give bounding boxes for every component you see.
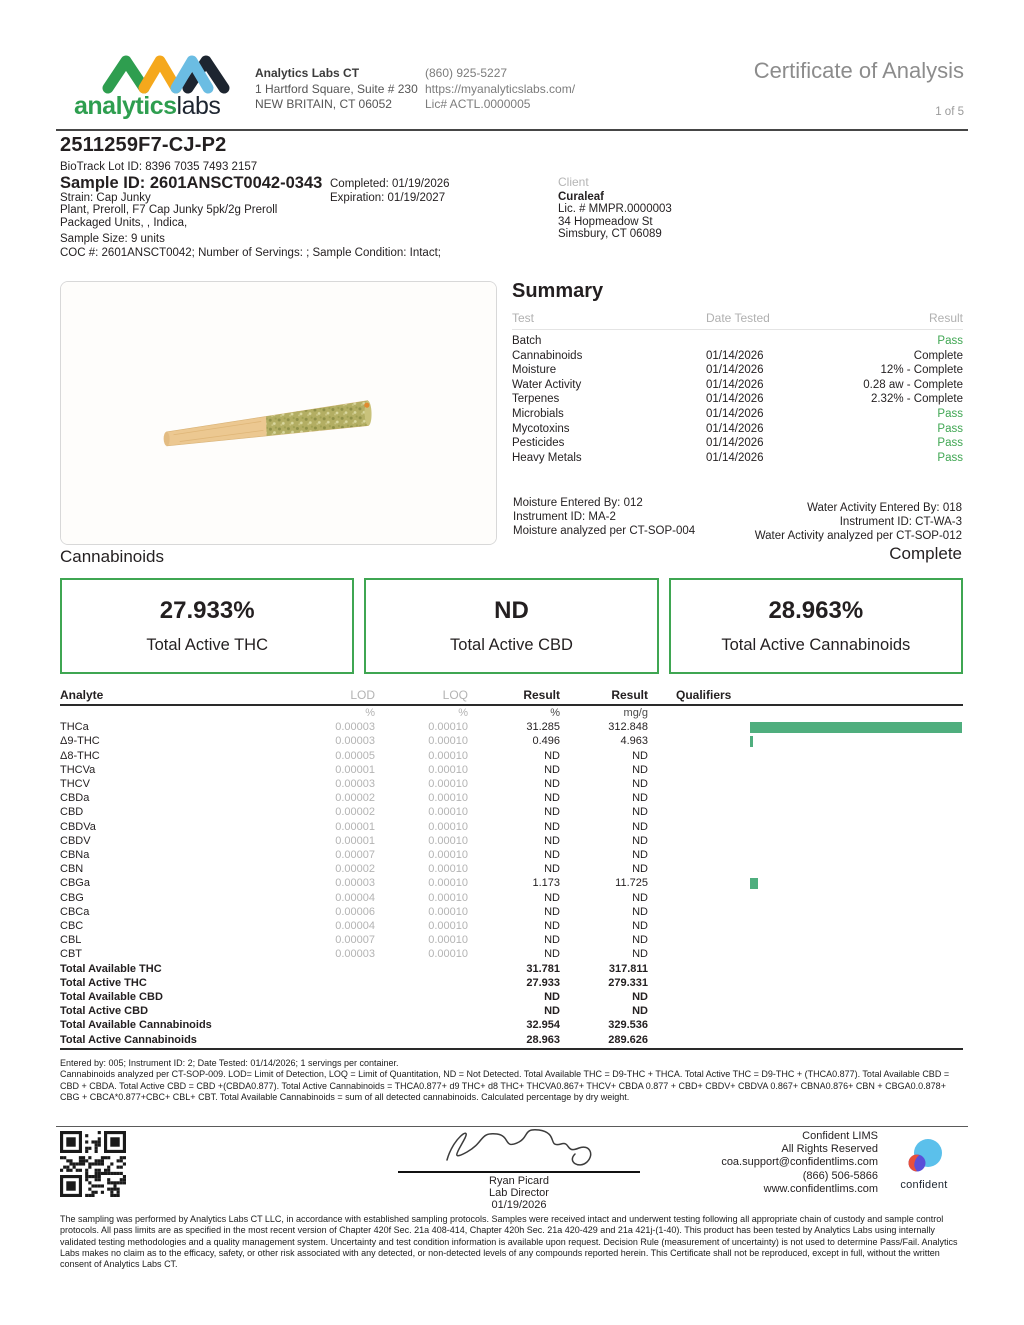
analyte-lod: 0.00003 xyxy=(335,735,375,748)
analytics-labs-wordmark xyxy=(74,92,220,121)
summary-col-result: Result xyxy=(928,311,963,325)
summary-result: Pass xyxy=(937,437,963,450)
analyte-result-pct: ND xyxy=(544,806,560,819)
analyte-result-pct: 0.496 xyxy=(532,735,560,748)
summary-test-name: Moisture xyxy=(512,364,557,377)
analyte-name: CBDa xyxy=(60,792,90,805)
analyte-name: CBC xyxy=(60,920,84,933)
summary-result: 12% - Complete xyxy=(880,364,963,377)
total-result-mg: ND xyxy=(632,991,648,1004)
unit-loq: % xyxy=(458,707,468,719)
analyte-table-body xyxy=(60,720,963,1050)
total-qualifier-empty xyxy=(648,1018,963,1032)
analyte-result-pct: ND xyxy=(544,934,560,947)
total-loq-empty xyxy=(375,1018,468,1032)
total-row xyxy=(60,962,963,976)
summary-date-tested: 01/14/2026 xyxy=(706,364,764,377)
analytics-labs-logo-icon xyxy=(92,52,252,96)
analyte-row xyxy=(60,734,963,748)
lab-address-line1: 1 Hartford Square, Suite # 230 xyxy=(255,81,418,96)
biotrack-lot-id: BioTrack Lot ID: 8396 7035 7493 2157 xyxy=(60,161,258,173)
analyte-loq: 0.00010 xyxy=(428,948,468,961)
analyte-row xyxy=(60,848,963,862)
total-loq-empty xyxy=(375,976,468,990)
analyte-qualifier-cell xyxy=(648,876,963,890)
analyte-qualifier-cell xyxy=(648,905,963,919)
analyte-result-pct: ND xyxy=(544,820,560,833)
logo-word-analytics: analytics xyxy=(74,92,177,120)
summary-date-tested: 01/14/2026 xyxy=(706,407,764,420)
total-active-cannabinoids-value: 28.963% xyxy=(768,597,864,624)
analyte-loq: 0.00010 xyxy=(428,763,468,776)
analyte-row xyxy=(60,749,963,763)
confident-email: coa.support@confidentlims.com xyxy=(721,1156,878,1169)
lab-contact-block xyxy=(425,66,575,113)
confident-logo-icon xyxy=(902,1138,946,1174)
analyte-table xyxy=(60,688,963,1050)
summary-date-tested xyxy=(706,334,836,349)
total-lod-empty xyxy=(260,1018,375,1032)
analyte-qualifier-cell xyxy=(648,763,963,777)
strain: Strain: Cap Junky xyxy=(60,192,151,204)
total-result-pct: ND xyxy=(544,1005,560,1018)
water-instrument: Instrument ID: CT-WA-3 xyxy=(839,515,962,528)
col-qualifiers: Qualifiers xyxy=(676,688,732,702)
col-lod: LOD xyxy=(350,688,375,702)
analyte-loq: 0.00010 xyxy=(428,920,468,933)
summary-result: 0.28 aw - Complete xyxy=(863,378,963,391)
analyte-loq: 0.00010 xyxy=(428,877,468,890)
water-activity-info-block xyxy=(755,502,962,543)
analyte-loq: 0.00010 xyxy=(428,721,468,734)
confident-website: www.confidentlims.com xyxy=(763,1182,878,1195)
unit-result-mg: mg/g xyxy=(623,707,648,719)
analyte-name: CBDV xyxy=(60,834,91,847)
analyte-result-mg: ND xyxy=(632,849,648,862)
analyte-result-pct: ND xyxy=(544,849,560,862)
summary-row xyxy=(512,334,963,349)
result-bar xyxy=(750,736,753,747)
total-label: Total Active CBD xyxy=(60,1005,149,1018)
analyte-lod: 0.00007 xyxy=(335,849,375,862)
analyte-lod: 0.00007 xyxy=(335,934,375,947)
total-result-pct: ND xyxy=(544,991,560,1004)
sample-size-block xyxy=(60,232,441,260)
analyte-row xyxy=(60,834,963,848)
moisture-info-block xyxy=(513,497,695,538)
analyte-qualifier-cell xyxy=(648,933,963,947)
legal-disclaimer: The sampling was performed by Analytics Labs CT LLC, in accordance with established sampling protocols. Samples were received intact and underwent testing following all appropriate chain of custody and sample control protocols. All pass limits are as specified in the most recent version of Chapter 420f Sec. 21a 408-414, Chapter 420h Sec. 21a 420-429 and 21a 421j-(1-40). This product has been tested by Analytics Labs using internally validated testing methodologies and a quality management system. Uncertainty and test condition information is available upon request. Decision Rule (measurement of uncertainty) is not used to determine Pass/Fail. Analytics Labs makes no claim as to the efficacy, safety, or other risk associated with any detected, or non-detected levels of any compounds reported herein. This Certificate shall not be reproduced, except in full, without the written consent of Analytics Labs CT. xyxy=(60,1214,958,1270)
col-loq: LOQ xyxy=(442,688,468,702)
total-lod-empty xyxy=(260,1033,375,1047)
analyte-lod: 0.00004 xyxy=(335,891,375,904)
summary-result: Pass xyxy=(937,335,963,347)
total-label: Total Active Cannabinoids xyxy=(60,1033,197,1046)
analyte-result-mg: ND xyxy=(632,763,648,776)
analyte-row xyxy=(60,805,963,819)
col-analyte: Analyte xyxy=(60,688,104,702)
analyte-table-header xyxy=(60,688,963,706)
total-label: Total Available CBD xyxy=(60,991,163,1004)
analyte-loq: 0.00010 xyxy=(428,749,468,762)
moisture-sop: Moisture analyzed per CT-SOP-004 xyxy=(513,524,696,537)
confident-logo xyxy=(896,1138,952,1191)
analyte-name: CBCa xyxy=(60,905,90,918)
analyte-qualifier-cell xyxy=(648,777,963,791)
lab-address-block xyxy=(255,66,418,113)
total-active-cannabinoids-label: Total Active Cannabinoids xyxy=(721,636,911,654)
analyte-qualifier-cell xyxy=(648,820,963,834)
document-title: Certificate of Analysis xyxy=(753,58,964,83)
analyte-result-mg: ND xyxy=(632,806,648,819)
logo-word-labs: labs xyxy=(176,92,221,120)
analyte-result-pct: ND xyxy=(544,948,560,961)
total-lod-empty xyxy=(260,976,375,990)
analyte-qualifier-cell xyxy=(648,749,963,763)
analyte-qualifier-cell xyxy=(648,848,963,862)
sample-dates xyxy=(330,178,450,206)
total-qualifier-empty xyxy=(648,976,963,990)
analyte-lod: 0.00001 xyxy=(335,763,375,776)
total-active-cannabinoids-box xyxy=(669,578,963,674)
analyte-qualifier-cell xyxy=(648,791,963,805)
summary-row xyxy=(512,436,963,451)
analyte-result-pct: ND xyxy=(544,792,560,805)
analyte-qualifier-cell xyxy=(648,734,963,748)
analyte-result-pct: ND xyxy=(544,920,560,933)
col-result-pct: Result xyxy=(523,688,560,702)
analyte-result-mg: 11.725 xyxy=(615,877,648,890)
total-result-pct: 28.963 xyxy=(526,1033,560,1046)
analyte-table-units-row xyxy=(60,706,963,720)
entered-by-line: Entered by: 005; Instrument ID: 2; Date Tested: 01/14/2026; 1 servings per container. xyxy=(60,1058,399,1068)
product-type: Plant, Preroll, F7 Cap Junky 5pk/2g Preroll xyxy=(60,204,278,217)
analyte-result-pct: ND xyxy=(544,905,560,918)
total-label: Total Active THC xyxy=(60,976,147,989)
total-result-mg: 289.626 xyxy=(608,1033,648,1046)
total-lod-empty xyxy=(260,1004,375,1018)
page-number: 1 of 5 xyxy=(935,106,964,118)
summary-test-name: Microbials xyxy=(512,407,564,420)
summary-result: Pass xyxy=(937,407,963,420)
analyte-name: CBGa xyxy=(60,877,90,890)
analyte-result-pct: ND xyxy=(544,749,560,762)
analyte-result-mg: ND xyxy=(632,792,648,805)
signature-icon xyxy=(419,1124,619,1166)
total-lod-empty xyxy=(260,962,375,976)
coc-line: COC #: 2601ANSCT0042; Number of Servings: ; Sample Condition: Intact; xyxy=(60,247,441,259)
confident-rights: All Rights Reserved xyxy=(781,1143,878,1156)
total-row xyxy=(60,1018,963,1032)
col-result-mg: Result xyxy=(611,688,648,702)
analyte-result-pct: ND xyxy=(544,891,560,904)
analyte-result-mg: ND xyxy=(632,749,648,762)
cannabinoids-status: Complete xyxy=(889,544,962,563)
summary-date-tested: 01/14/2026 xyxy=(706,393,764,406)
analyte-loq: 0.00010 xyxy=(428,792,468,805)
water-sop: Water Activity analyzed per CT-SOP-012 xyxy=(754,529,962,542)
total-result-pct: 32.954 xyxy=(526,1019,560,1032)
total-row xyxy=(60,976,963,990)
result-bar xyxy=(750,722,962,733)
total-row xyxy=(60,990,963,1004)
analyte-loq: 0.00010 xyxy=(428,820,468,833)
total-qualifier-empty xyxy=(648,1004,963,1018)
analyte-lod: 0.00004 xyxy=(335,920,375,933)
analyte-result-pct: 31.285 xyxy=(526,721,560,734)
analyte-loq: 0.00010 xyxy=(428,849,468,862)
analyte-result-mg: 312.848 xyxy=(608,721,648,734)
lab-website: https://myanalyticslabs.com/ xyxy=(425,81,576,96)
analyte-qualifier-cell xyxy=(648,919,963,933)
analyte-result-pct: ND xyxy=(544,863,560,876)
analyte-name: Δ9-THC xyxy=(60,735,100,748)
analyte-name: CBNa xyxy=(60,849,90,862)
analyte-lod: 0.00001 xyxy=(335,834,375,847)
summary-header-row xyxy=(512,311,963,330)
result-boxes xyxy=(60,578,963,674)
analyte-qualifier-cell xyxy=(648,834,963,848)
total-result-pct: 27.933 xyxy=(526,976,560,989)
summary-result: Complete xyxy=(913,349,963,362)
analyte-result-pct: ND xyxy=(544,834,560,847)
analyte-loq: 0.00010 xyxy=(428,863,468,876)
total-result-mg: 279.331 xyxy=(608,976,648,989)
total-qualifier-empty xyxy=(648,962,963,976)
sample-photo xyxy=(60,281,497,545)
analyte-qualifier-cell xyxy=(648,805,963,819)
summary-col-test: Test xyxy=(512,311,535,325)
analyte-loq: 0.00010 xyxy=(428,735,468,748)
water-entered-by: Water Activity Entered By: 018 xyxy=(807,502,962,514)
analyte-loq: 0.00010 xyxy=(428,891,468,904)
analyte-result-mg: ND xyxy=(632,948,648,961)
summary-rows xyxy=(512,334,963,465)
analyte-name: THCVa xyxy=(60,763,96,776)
analyte-row xyxy=(60,891,963,905)
summary-row xyxy=(512,451,963,466)
confident-phone: (866) 506-5866 xyxy=(802,1169,878,1182)
analyte-row xyxy=(60,919,963,933)
analyte-result-mg: 4.963 xyxy=(620,735,648,748)
analyte-row xyxy=(60,933,963,947)
signature-block xyxy=(398,1124,640,1211)
analyte-row xyxy=(60,947,963,961)
total-row xyxy=(60,1004,963,1018)
analyte-loq: 0.00010 xyxy=(428,806,468,819)
analyte-qualifier-cell xyxy=(648,947,963,961)
summary-test-name: Mycotoxins xyxy=(512,422,570,435)
confident-lims-name: Confident LIMS xyxy=(802,1130,878,1142)
sample-id: Sample ID: 2601ANSCT0042-0343 xyxy=(60,174,323,192)
packaged-units: Packaged Units, , Indica, xyxy=(60,216,188,229)
summary-date-tested: 01/14/2026 xyxy=(706,451,764,464)
analyte-result-mg: ND xyxy=(632,905,648,918)
summary-result: Pass xyxy=(937,451,963,464)
client-address1: 34 Hopmeadow St xyxy=(558,215,653,228)
total-result-pct: 31.781 xyxy=(526,962,560,975)
summary-row xyxy=(512,349,963,364)
summary-col-date: Date Tested xyxy=(706,311,770,325)
analyte-name: CBN xyxy=(60,863,84,876)
total-loq-empty xyxy=(375,1004,468,1018)
total-loq-empty xyxy=(375,1033,468,1047)
analyte-result-mg: ND xyxy=(632,891,648,904)
summary-row xyxy=(512,378,963,393)
summary-test-name: Batch xyxy=(512,335,542,347)
analyte-name: CBL xyxy=(60,934,82,947)
analyte-name: THCV xyxy=(60,778,90,791)
analyte-lod: 0.00005 xyxy=(335,749,375,762)
sample-size: Sample Size: 9 units xyxy=(60,233,165,245)
analyte-lod: 0.00003 xyxy=(335,948,375,961)
analyte-result-mg: ND xyxy=(632,778,648,791)
client-license: Lic. # MMPR.0000003 xyxy=(558,203,672,216)
total-result-mg: 329.536 xyxy=(608,1019,648,1032)
summary-test-name: Terpenes xyxy=(512,393,560,406)
summary-date-tested: 01/14/2026 xyxy=(706,349,764,362)
analyte-qualifier-cell xyxy=(648,862,963,876)
lab-license: Lic# ACTL.0000005 xyxy=(425,97,531,111)
analyte-name: THCa xyxy=(60,721,89,734)
total-active-cbd-value: ND xyxy=(494,597,529,624)
summary-row xyxy=(512,407,963,422)
analyte-loq: 0.00010 xyxy=(428,934,468,947)
analyte-lod: 0.00002 xyxy=(335,863,375,876)
analyte-row xyxy=(60,905,963,919)
completed-date: Completed: 01/19/2026 xyxy=(330,178,450,190)
preroll-photo-icon xyxy=(61,282,496,544)
analyte-name: CBT xyxy=(60,948,82,961)
total-active-thc-value: 27.933% xyxy=(159,597,255,624)
analyte-name: Δ8-THC xyxy=(60,749,100,762)
cannabinoids-heading: Cannabinoids xyxy=(60,547,164,566)
analyte-result-mg: ND xyxy=(632,820,648,833)
lab-phone: (860) 925-5227 xyxy=(425,66,508,80)
analyte-row xyxy=(60,791,963,805)
analyte-qualifier-cell xyxy=(648,891,963,905)
analyte-row xyxy=(60,820,963,834)
summary-result: Pass xyxy=(937,422,963,435)
client-address2: Simsbury, CT 06089 xyxy=(558,228,662,241)
total-label: Total Available THC xyxy=(60,962,162,975)
analyte-result-pct: ND xyxy=(544,778,560,791)
analyte-row xyxy=(60,862,963,876)
summary-row xyxy=(512,363,963,378)
summary-row xyxy=(512,422,963,437)
total-qualifier-empty xyxy=(648,1033,963,1047)
analyte-lod: 0.00006 xyxy=(335,905,375,918)
client-label: Client xyxy=(558,175,589,189)
analyte-name: CBD xyxy=(60,806,84,819)
summary-result: 2.32% - Complete xyxy=(870,393,963,406)
signer-name: Ryan Picard xyxy=(489,1175,549,1187)
analyte-qualifier-cell xyxy=(648,720,963,734)
client-name: Curaleaf xyxy=(558,190,605,203)
analyte-loq: 0.00010 xyxy=(428,905,468,918)
summary-heading: Summary xyxy=(512,280,604,302)
client-block xyxy=(558,176,672,241)
lab-address-line2: NEW BRITAIN, CT 06052 xyxy=(255,97,392,111)
summary-test-name: Pesticides xyxy=(512,437,565,450)
lab-name: Analytics Labs CT xyxy=(255,66,360,80)
moisture-entered-by: Moisture Entered By: 012 xyxy=(513,497,643,509)
total-active-thc-box xyxy=(60,578,354,674)
summary-test-name: Water Activity xyxy=(512,378,582,391)
total-result-mg: ND xyxy=(632,1005,648,1018)
summary-date-tested: 01/14/2026 xyxy=(706,378,764,391)
analyte-row xyxy=(60,763,963,777)
total-active-thc-label: Total Active THC xyxy=(146,636,268,654)
analyte-lod: 0.00003 xyxy=(335,778,375,791)
calculation-notes: Cannabinoids analyzed per CT-SOP-009. LOD= Limit of Detection, LOQ = Limit of Quantitation, ND = Not Detected. Total Available THC = D9-THC + THCA. Total Active THC = D9-THC + (THCA0.877). Total Available CBD = CBD + CBDA. Total Active CBD = CBD +(CBDA0.877). Total Active Cannabinoids = THCA0.877+ d9 THC+ d8 THC+ THCVA0.867+ THCV+ CBDA 0.877 + CBD+ CBDV+ CBDVA 0.867+ CBNA0.876+ CBN + CBGA0.0.878+ CBG + CBCA*0.877+CBC+ CBL+ CBT. Total Available Cannabinoids = sum of all detected cannabinoids. Calculated percentage by dry weight. xyxy=(60,1069,950,1102)
analyte-name: CBG xyxy=(60,891,84,904)
total-active-cbd-box xyxy=(364,578,658,674)
summary-section xyxy=(512,280,963,465)
signature-date: 01/19/2026 xyxy=(491,1199,547,1211)
summary-test-name: Heavy Metals xyxy=(512,451,582,464)
signer-title: Lab Director xyxy=(489,1187,549,1199)
sample-description xyxy=(60,192,277,229)
analyte-lod: 0.00003 xyxy=(335,721,375,734)
header-divider xyxy=(56,129,968,131)
summary-row xyxy=(512,392,963,407)
summary-date-tested: 01/14/2026 xyxy=(706,437,764,450)
signature-line xyxy=(398,1171,640,1173)
analyte-lod: 0.00002 xyxy=(335,792,375,805)
total-qualifier-empty xyxy=(648,990,963,1004)
total-row xyxy=(60,1033,963,1047)
qr-code-icon xyxy=(60,1131,126,1197)
analyte-row xyxy=(60,876,963,890)
total-loq-empty xyxy=(375,990,468,1004)
summary-test-name: Cannabinoids xyxy=(512,349,583,362)
confident-logo-text: confident xyxy=(900,1179,948,1191)
unit-lod: % xyxy=(365,707,375,719)
analyte-result-pct: 1.173 xyxy=(532,877,560,890)
method-footnote xyxy=(60,1058,965,1103)
summary-date-tested: 01/14/2026 xyxy=(706,422,764,435)
analyte-loq: 0.00010 xyxy=(428,834,468,847)
result-bar xyxy=(750,878,758,889)
total-lod-empty xyxy=(260,990,375,1004)
expiration-date: Expiration: 01/19/2027 xyxy=(330,191,446,204)
analyte-row xyxy=(60,777,963,791)
batch-code: 2511259F7-CJ-P2 xyxy=(60,134,227,156)
total-result-mg: 317.811 xyxy=(608,962,648,975)
total-label: Total Available Cannabinoids xyxy=(60,1019,212,1032)
analyte-row xyxy=(60,720,963,734)
confident-lims-block xyxy=(721,1130,878,1196)
analyte-result-mg: ND xyxy=(632,863,648,876)
analyte-loq: 0.00010 xyxy=(428,778,468,791)
unit-result-pct: % xyxy=(550,707,560,719)
total-active-cbd-label: Total Active CBD xyxy=(450,636,573,654)
analyte-name: CBDVa xyxy=(60,820,96,833)
analyte-lod: 0.00001 xyxy=(335,820,375,833)
total-loq-empty xyxy=(375,962,468,976)
analyte-result-mg: ND xyxy=(632,934,648,947)
moisture-instrument: Instrument ID: MA-2 xyxy=(513,510,616,523)
analyte-lod: 0.00003 xyxy=(335,877,375,890)
analyte-result-pct: ND xyxy=(544,763,560,776)
analyte-result-mg: ND xyxy=(632,920,648,933)
analyte-result-mg: ND xyxy=(632,834,648,847)
analyte-lod: 0.00002 xyxy=(335,806,375,819)
